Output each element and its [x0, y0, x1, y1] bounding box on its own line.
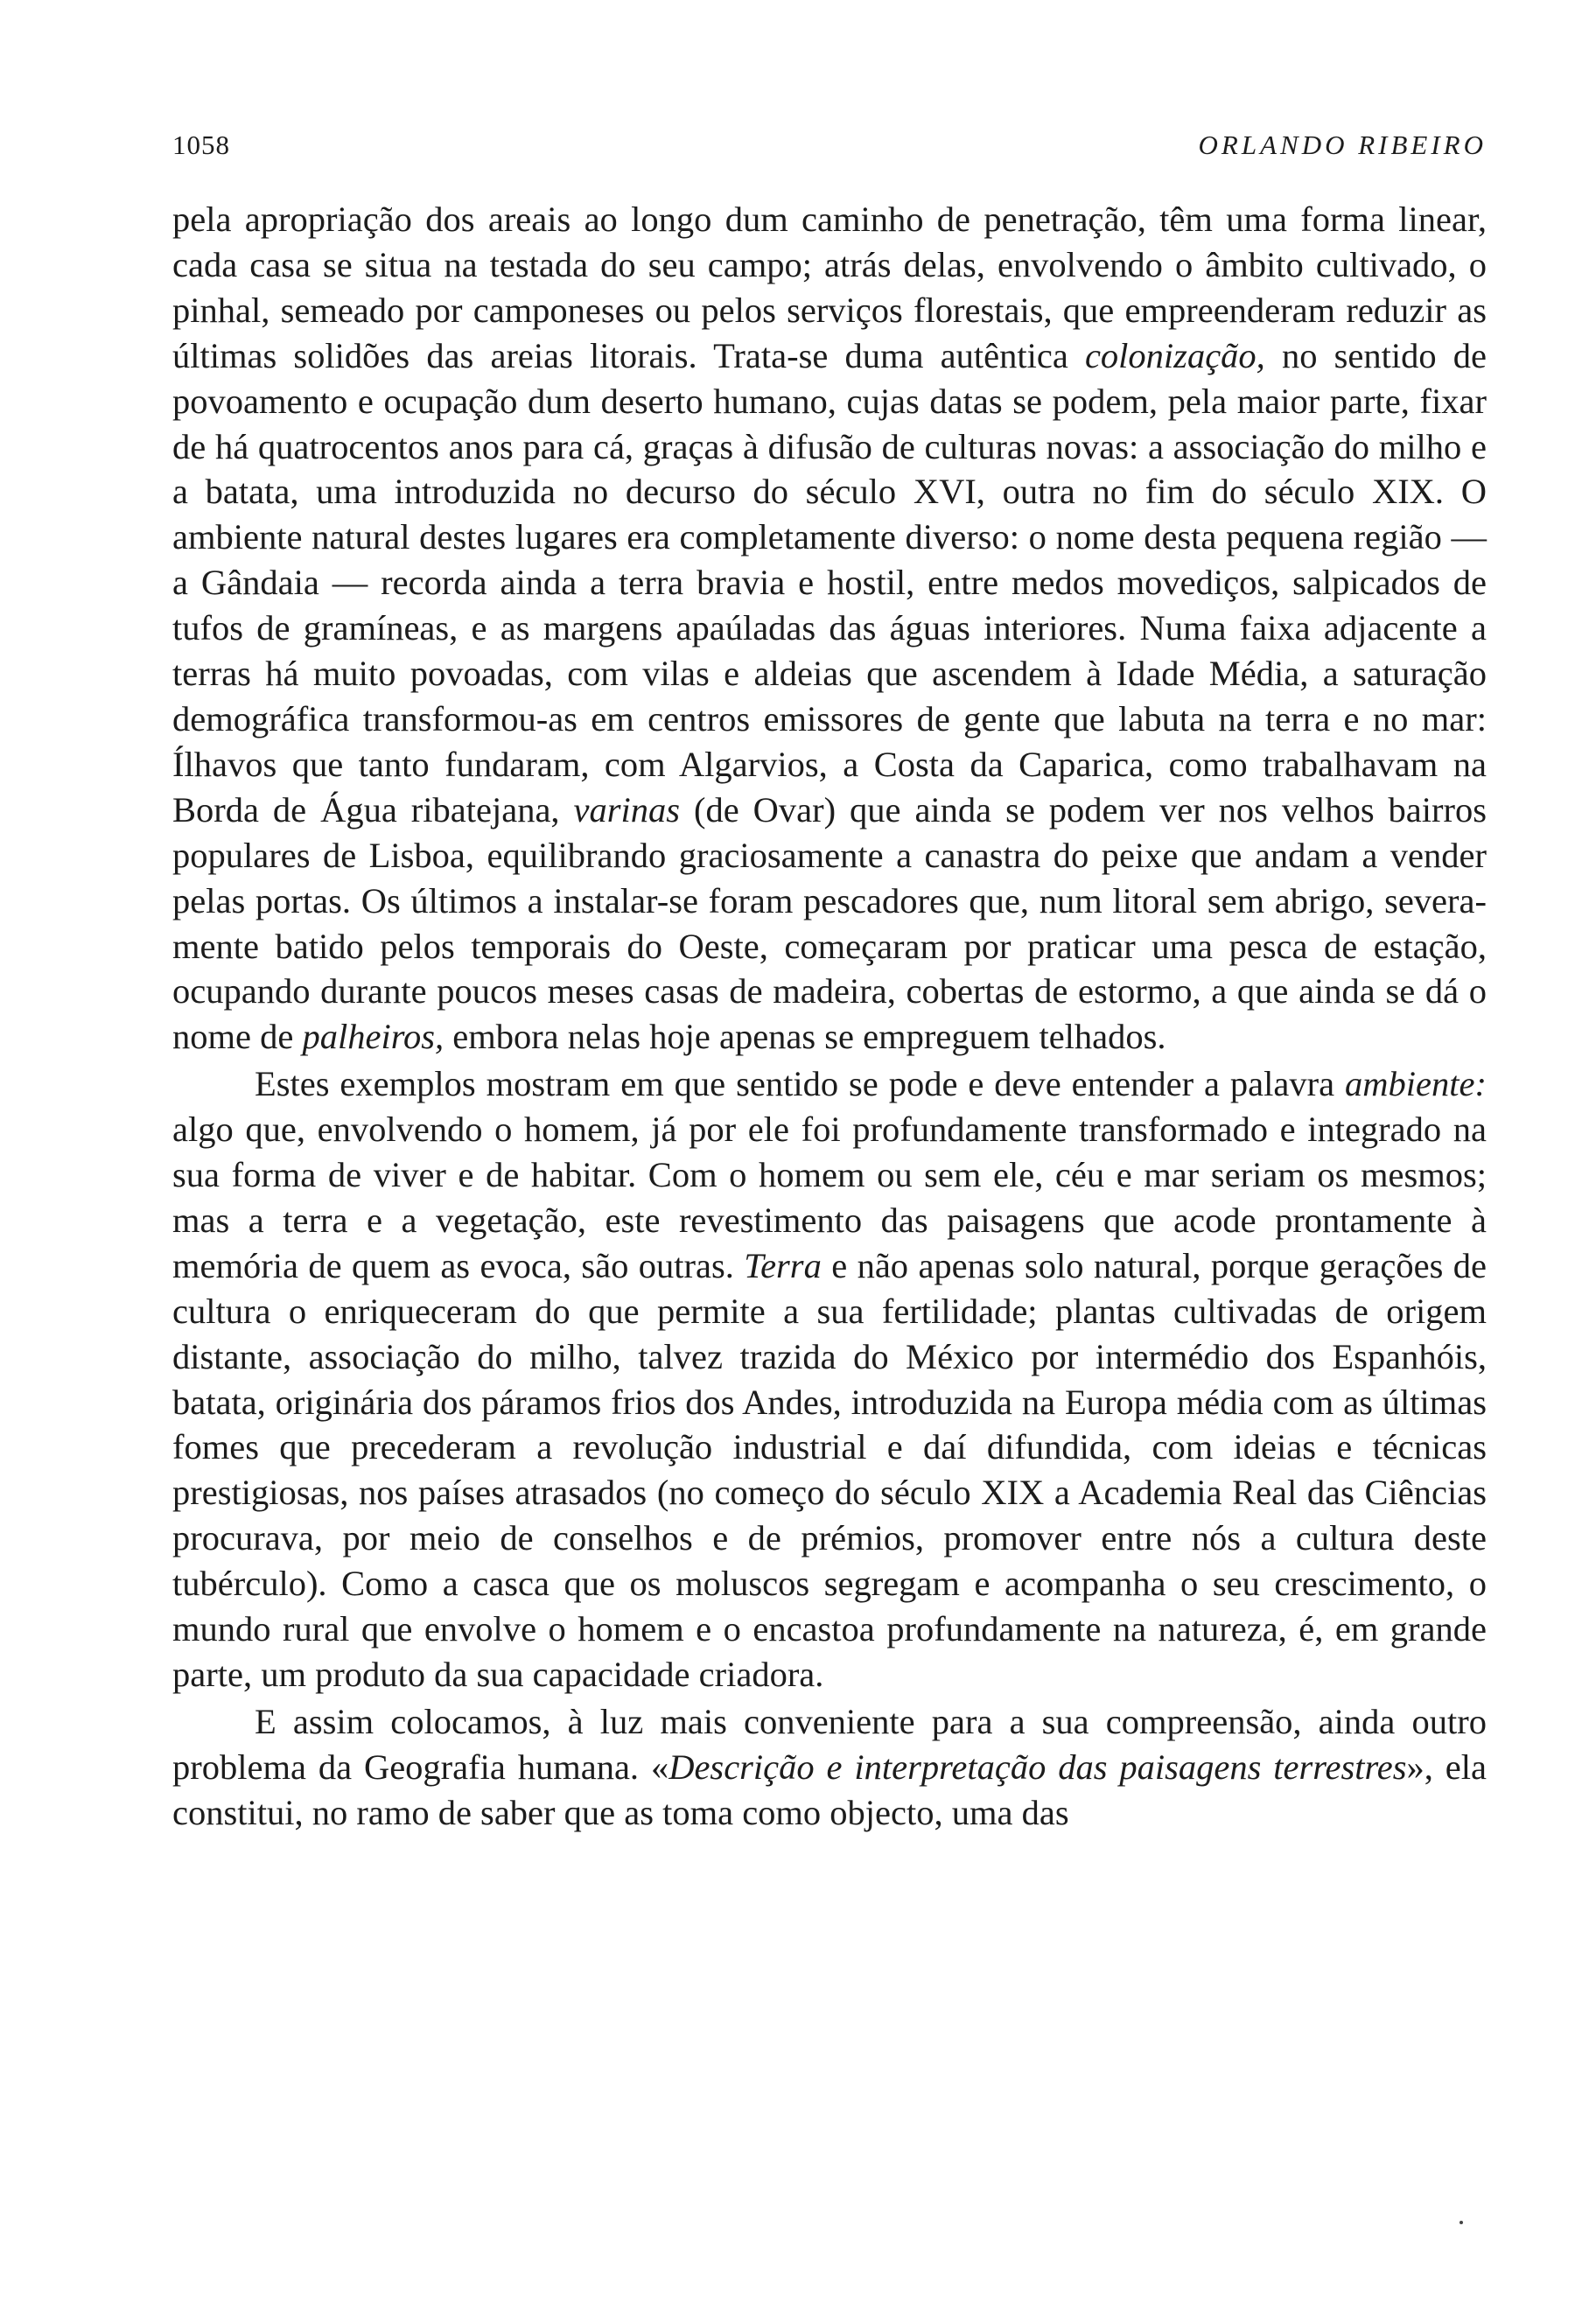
italic-phrase: colonização,: [1084, 335, 1265, 375]
italic-phrase: palheiros,: [302, 1017, 444, 1057]
italic-phrase: ambiente:: [1345, 1064, 1487, 1104]
text-run: (de Ovar) que ainda se podem ver nos velhos bairros populares de Lisboa, equilibrando graciosamente a canastra do peixe que andam a vender pelas portas. Os últimos a instalar-se foram pescadores que, num litoral sem abrigo, severamente batido pelos temporais do Oeste, começaram por praticar uma pesca de estação, ocupando durante poucos meses casas de madeira, cobertas de estormo, a que ainda se dá o nome de: [172, 789, 1488, 1057]
text-run: E assim colocamos, à luz mais conveniente para a sua compreensão, ainda outro problema da Geografia humana. «: [172, 1701, 1487, 1787]
text-run: pela apropriação dos areais ao longo dum caminho de penetração, têm uma forma linear, cada casa se situa na testada do seu campo; atrás delas, envolvendo o âmbito cultivado, o pinhal, semeado por camponeses ou pelos serviços florestais, que empreenderam reduzir as últimas solidões das areias litorais. Trata-se duma autêntica: [172, 200, 1487, 375]
paragraph-2: [172, 1061, 1487, 1698]
running-head: [172, 124, 1487, 166]
italic-phrase: Terra: [744, 1245, 822, 1285]
paragraph-1: [172, 197, 1487, 1060]
text-run: algo que, envolvendo o homem, já por ele foi profundamente transformado e integrado na sua forma de viver e de habitar. Com o homem ou sem ele, céu e mar seriam os mesmos; mas a terra e a vegetação, este revestimento das paisagens que acode prontamente à memória de quem as evoca, são outras.: [172, 1110, 1487, 1285]
text-run: Estes exemplos mostram em que sentido se pode e deve entender a palavra: [255, 1064, 1346, 1104]
body-text: [172, 197, 1487, 1836]
text-run: », ela constitui, no ramo de saber que as toma como objecto, uma das: [172, 1746, 1487, 1832]
running-head-author: ORLANDO RIBEIRO: [1198, 130, 1487, 160]
page-number: 1058: [172, 130, 230, 160]
text-run: embora nelas hoje apenas se empreguem telhados.: [444, 1017, 1166, 1057]
text-run: e não apenas solo natural, porque gerações de cultura o enriqueceram do que permite a sua fertilidade; plantas cultivadas de origem distante, associação do milho, talvez trazida do México por intermédio dos Espanhóis, batata, originária dos páramos frios dos Andes, introduzida na Europa média com as últimas fomes que precederam a revolução industrial e daí difundida, com ideias e técnicas prestigiosas, nos países atrasados (no começo do século XIX a Academia Real das Ciências procurava, por meio de conselhos e de prémios, promover entre nós a cultura deste tubérculo). Como a casca que os moluscos segregam e acompanha o seu crescimento, o mundo rural que envolve o homem e o encastoa profundamente na natureza, é, em grande parte, um produto da sua capacidade criadora.: [172, 1245, 1488, 1694]
text-run: no sentido de povoamento e ocupação dum deserto humano, cujas datas se podem, pela maior parte, fixar de há quatrocentos anos para cá, graças à difusão de culturas novas: a associação do milho e a batata, uma introduzida no decurso do século XVI, outra no fim do século XIX. O ambiente natural destes lugares era completamente diverso: o nome desta pequena região — a Gândaia — recorda ainda a terra bravia e hostil, entre medos movediços, salpicados de tufos de gramíneas, e as margens apaúladas das águas interiores. Numa faixa adjacente a terras há muito povoadas, com vilas e aldeias que ascendem à Idade Média, a saturação demográfica transformou-as em centros emissores de gente que labuta na terra e no mar: Ílhavos que tanto fundaram, com Algarvios, a Costa da Caparica, como trabalhavam na Borda de Água ribatejana,: [172, 335, 1487, 830]
paragraph-3: [172, 1699, 1487, 1836]
italic-phrase: Descrição e interpretação das paisagens terrestres: [668, 1746, 1407, 1787]
page-mark-dot: [1460, 2221, 1463, 2224]
italic-phrase: varinas: [573, 789, 681, 830]
